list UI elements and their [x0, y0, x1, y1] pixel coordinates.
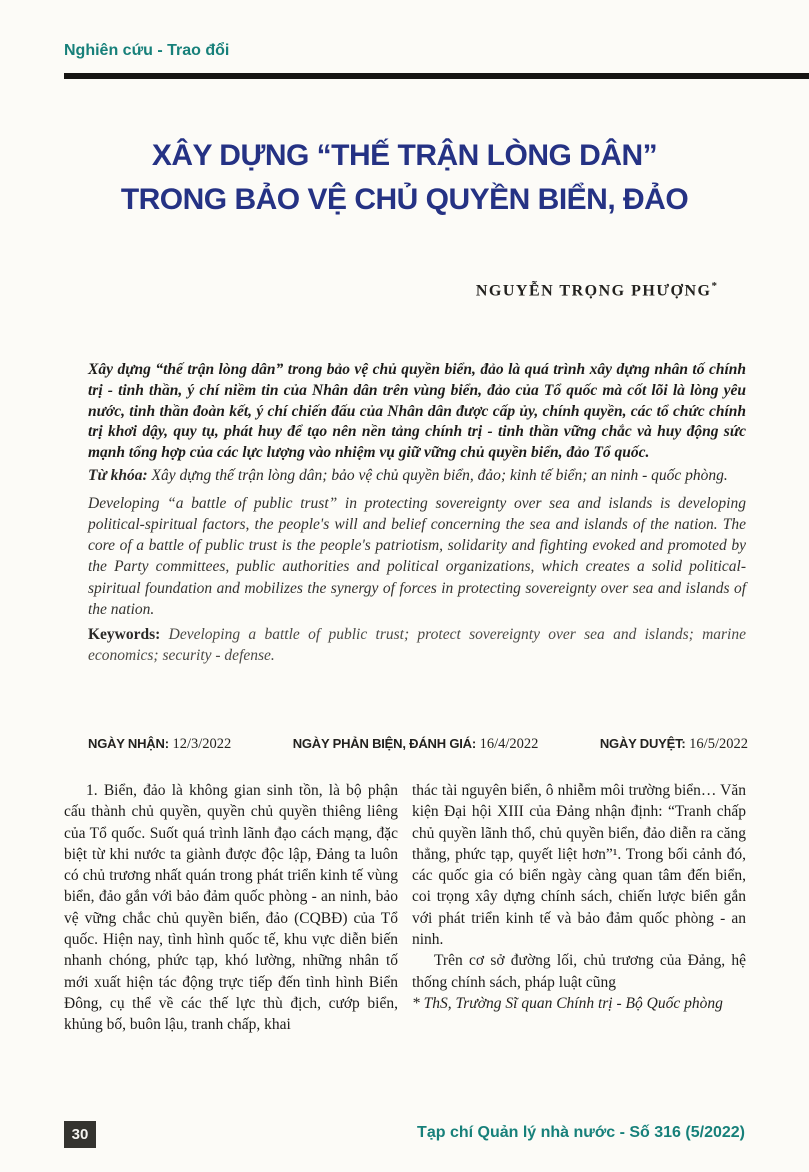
body-col2-paragraph-1: thác tài nguyên biển, ô nhiễm môi trường biển… Văn kiện Đại hội XIII của Đảng nhận định: “Tranh chấp chủ quyền lãnh thổ, chủ quyền biển, đảo diễn ra căng thẳng, phức tạp, quyết liệt hơn”¹. Trong bối cảnh đó, các quốc gia có biển ngày càng quan tâm đến biển, coi trọng xây dựng chính sách, chiến lược biển gắn với phát triển kinh tế và bảo đảm quốc phòng - an ninh. — [412, 782, 746, 949]
author-line — [476, 280, 717, 300]
article-title — [0, 134, 809, 222]
body-column-1 — [64, 780, 398, 1036]
header-divider — [64, 73, 809, 79]
date-received-label: NGÀY NHẬN: — [88, 736, 169, 751]
keywords-en-text: Developing a battle of public trust; protect sovereignty over sea and islands; marine economics; security - defense. — [88, 626, 746, 665]
keywords-english — [88, 624, 746, 666]
date-reviewed-label: NGÀY PHẢN BIỆN, ĐÁNH GIÁ: — [292, 736, 476, 751]
date-received-value: 12/3/2022 — [168, 736, 232, 752]
dates-row — [88, 736, 748, 753]
date-approved-label: NGÀY DUYỆT: — [599, 736, 686, 751]
journal-footer: Tạp chí Quản lý nhà nước - Số 316 (5/2022) — [417, 1124, 745, 1141]
body-column-2 — [412, 780, 746, 1036]
article-title-line2: TRONG BẢO VỆ CHỦ QUYỀN BIỂN, ĐẢO — [120, 183, 689, 216]
keywords-en-label: Keywords: — [88, 626, 161, 643]
keywords-vi-label: Từ khóa: — [88, 466, 148, 484]
page-number: 30 — [64, 1121, 96, 1148]
body-col1-paragraph: 1. Biển, đảo là không gian sinh tồn, là bộ phận cấu thành chủ quyền, quyền chủ quyền thiêng liêng của Tổ quốc. Suốt quá trình lãnh đạo cách mạng, đặc biệt từ khi nước ta giành được độc lập, Đảng ta luôn có chủ trương nhất quán trong phát triển kinh tế vùng biển, đảo gắn với bảo đảm quốc phòng - an ninh, bảo vệ vững chắc chủ quyền biển, đảo (CQBĐ) của Tổ quốc. Hiện nay, tình hình quốc tế, khu vực diễn biến nhanh chóng, phức tạp, khó lường, những nhân tố mới xuất hiện tác động trực tiếp đến tình hình Biển Đông, cụ thể về các thế lực thù địch, cướp biển, khủng bố, buôn lậu, tranh chấp, khai — [64, 782, 398, 1034]
date-approved-value: 16/5/2022 — [685, 736, 748, 752]
abstract-block — [88, 360, 746, 666]
abstract-vietnamese: Xây dựng “thế trận lòng dân” trong bảo vệ chủ quyền biển, đảo là quá trình xây dựng nhân tố chính trị - tinh thần, ý chí niềm tin của Nhân dân trên vùng biển, đảo của Tổ quốc mà cốt lõi là lòng yêu nước, tinh thần đoàn kết, ý chí chiến đấu của Nhân dân được cấp ủy, chính quyền, các tổ chức chính trị khơi dậy, quy tụ, phát huy để tạo nên nền tảng chính trị - tinh thần vững chắc và huy động sức mạnh tổng hợp của các lực lượng vào nhiệm vụ giữ vững chủ quyền biển, đảo Tổ quốc. — [88, 361, 746, 462]
date-reviewed — [293, 736, 539, 753]
author-footnote-mark: * — [711, 280, 717, 292]
article-title-line1: XÂY DỰNG “THẾ TRẬN LÒNG DÂN” — [151, 139, 658, 172]
section-header: Nghiên cứu - Trao đổi — [64, 42, 230, 59]
date-reviewed-value: 16/4/2022 — [475, 736, 539, 752]
body-columns — [64, 780, 746, 1036]
keywords-vi-text: Xây dựng thế trận lòng dân; bảo vệ chủ quyền biển, đảo; kinh tế biển; an ninh - quốc phòng. — [147, 466, 728, 484]
author-affiliation-footnote: * ThS, Trường Sĩ quan Chính trị - Bộ Quốc phòng — [412, 994, 723, 1012]
date-received — [88, 736, 231, 753]
abstract-english: Developing “a battle of public trust” in protecting sovereignty over sea and islands is developing political-spiritual factors, the people's will and belief concerning the sea and islands of the nation. The core of a battle of public trust is the people's patriotism, solidarity and fighting evoked and promoted by the Party committees, public authorities and political organizations, which creates a solid political-spiritual foundation and mobilizes the synergy of forces in protecting sovereignty over sea and islands of the nation. — [88, 494, 746, 618]
keywords-vietnamese — [88, 466, 746, 487]
body-col2-paragraph-2: Trên cơ sở đường lối, chủ trương của Đảng, hệ thống chính sách, pháp luật cũng — [412, 952, 746, 991]
author-name: NGUYỄN TRỌNG PHƯỢNG — [475, 282, 712, 300]
date-approved — [600, 736, 748, 753]
